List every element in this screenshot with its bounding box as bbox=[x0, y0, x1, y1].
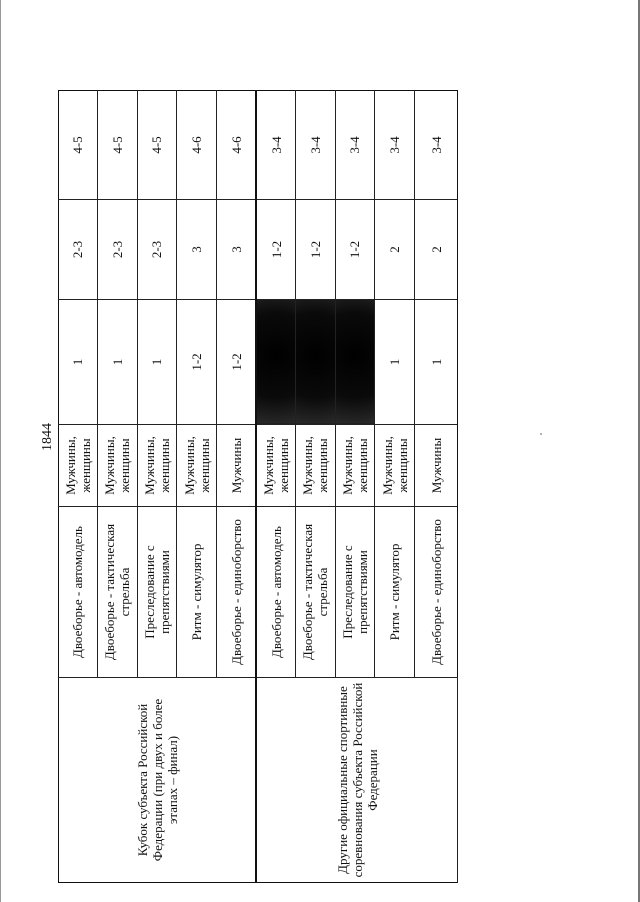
discipline-cell: Двоеборье - тактическая стрельба bbox=[97, 507, 137, 678]
place-cell-c: 4-6 bbox=[177, 91, 217, 200]
place-cell-a: 1-2 bbox=[177, 300, 217, 425]
place-cell-b: 1-2 bbox=[256, 200, 295, 300]
scan-edge-left bbox=[0, 0, 1, 902]
place-cell-c: 3-4 bbox=[256, 91, 295, 200]
discipline-cell: Преследование с препятствиями bbox=[137, 507, 177, 678]
place-cell-b: 2-3 bbox=[59, 200, 98, 300]
place-cell-c: 4-5 bbox=[59, 91, 98, 200]
table-row bbox=[256, 91, 295, 883]
place-cell-b: 2 bbox=[375, 200, 415, 300]
place-cell-c: 3-4 bbox=[295, 91, 335, 200]
place-cell-a: 1 bbox=[415, 300, 458, 425]
discipline-cell: Двоеборье - тактическая стрельба bbox=[295, 507, 335, 678]
discipline-cell: Двоеборье - единоборство bbox=[217, 507, 257, 678]
place-cell-c: 4-5 bbox=[97, 91, 137, 200]
place-cell-b: 1-2 bbox=[335, 200, 375, 300]
place-cell-b: 3 bbox=[177, 200, 217, 300]
page-number: 1844 bbox=[40, 423, 55, 451]
place-cell-c: 4-5 bbox=[137, 91, 177, 200]
place-cell-c: 4-6 bbox=[217, 91, 257, 200]
rotated-page bbox=[40, 91, 458, 883]
place-cell-b: 3 bbox=[217, 200, 257, 300]
place-cell-b: 1-2 bbox=[295, 200, 335, 300]
place-cell-a: 1 bbox=[59, 300, 98, 425]
discipline-cell: Двоеборье - автомодель bbox=[59, 507, 98, 678]
place-cell-c: 3-4 bbox=[335, 91, 375, 200]
discipline-cell: Ритм - симулятор bbox=[375, 507, 415, 678]
discipline-cell: Ритм - симулятор bbox=[177, 507, 217, 678]
discipline-cell: Двоеборье - автомодель bbox=[256, 507, 295, 678]
participants-cell: Мужчины, женщины bbox=[137, 425, 177, 507]
ranking-table bbox=[58, 90, 458, 883]
scan-speck bbox=[540, 433, 542, 435]
place-cell-a: 1-2 bbox=[217, 300, 257, 425]
place-cell-c: 3-4 bbox=[375, 91, 415, 200]
place-cell-a: 1 bbox=[137, 300, 177, 425]
participants-cell: Мужчины, женщины bbox=[177, 425, 217, 507]
participants-cell: Мужчины bbox=[217, 425, 257, 507]
discipline-cell: Преследование с препятствиями bbox=[335, 507, 375, 678]
participants-cell: Мужчины, женщины bbox=[375, 425, 415, 507]
redacted-cell bbox=[335, 300, 375, 425]
redacted-cell bbox=[295, 300, 335, 425]
place-cell-b: 2-3 bbox=[97, 200, 137, 300]
place-cell-a: 1 bbox=[375, 300, 415, 425]
place-cell-b: 2 bbox=[415, 200, 458, 300]
place-cell-a: 1 bbox=[97, 300, 137, 425]
place-cell-b: 2-3 bbox=[137, 200, 177, 300]
place-cell-c: 3-4 bbox=[415, 91, 458, 200]
participants-cell: Мужчины, женщины bbox=[335, 425, 375, 507]
participants-cell: Мужчины bbox=[415, 425, 458, 507]
competition-cell: Кубок субъекта Российской Федерации (при двух и более этапах – финал) bbox=[59, 678, 257, 883]
participants-cell: Мужчины, женщины bbox=[59, 425, 98, 507]
table-row bbox=[59, 91, 98, 883]
discipline-cell: Двоеборье - единоборство bbox=[415, 507, 458, 678]
competition-cell: Другие официальные спортивные соревнования субъекта Российской Федерации bbox=[256, 678, 457, 883]
redacted-cell bbox=[256, 300, 295, 425]
participants-cell: Мужчины, женщины bbox=[97, 425, 137, 507]
participants-cell: Мужчины, женщины bbox=[295, 425, 335, 507]
participants-cell: Мужчины, женщины bbox=[256, 425, 295, 507]
